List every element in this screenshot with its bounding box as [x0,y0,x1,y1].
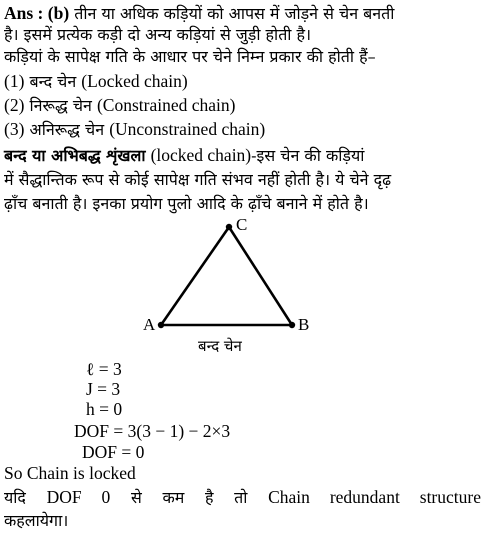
definition-text: -इस चेन की कड़ियां [251,146,365,165]
figure-caption: बन्द चेन [198,337,242,355]
list-label-hi-1: बन्द चेन [29,72,77,91]
vertex-b-label: B [298,315,310,334]
dof-result: DOF = 0 [82,442,145,462]
conclusion-if: यदि [4,488,26,507]
conclusion-redundant: Chain redundant structure [268,487,481,507]
list-label-en-3: (Unconstrained chain) [109,119,266,139]
joint-c [226,224,232,230]
higher-pairs-equation: h = 0 [86,399,123,419]
joint-b [289,322,295,328]
joint-a [158,322,164,328]
definition-line-3: ढ़ाँच बनाती है। इनका प्रयोग पुलो आदि के ढ़ाँचे बनाने में होते है। [4,194,369,213]
conclusion-locked: So Chain is locked [4,463,136,483]
answer-line-3: कड़ियां के सापेक्ष गति के आधार पर चेने निम्न प्रकार की होती हैं– [4,47,376,66]
list-label-hi-3: अनिरूद्ध चेन [29,120,105,139]
answer-text-1: तीन या अधिक कड़ियों को आपस में जोड़ने से चेन बनती [74,4,395,23]
links-equation: ℓ = 3 [86,359,122,379]
list-label-en-1: (Locked chain) [81,71,188,91]
joints-equation: J = 3 [86,379,121,399]
conclusion-less-than: से कम है तो [130,488,248,507]
list-label-en-2: (Constrained chain) [96,95,236,115]
vertex-a-label: A [143,315,156,334]
answer-line-2: है। इसमें प्रत्येक कड़ी दो अन्य कड़ियां से जुड़ी होती है। [4,25,312,44]
link-ac [161,227,229,325]
list-number-1: (1) [4,71,25,91]
list-label-hi-2: निरूद्ध चेन [29,96,92,115]
answer-prefix: Ans : (b) [4,3,70,23]
definition-term-en: (locked chain) [150,145,252,165]
definition-term: बन्द या अभिबद्ध शृंखला [4,146,146,165]
conclusion-dof: DOF 0 [46,487,111,507]
dof-equation: DOF = 3(3 − 1) − 2×3 [74,421,231,441]
vertex-c-label: C [236,215,248,234]
conclusion-line-2: कहलायेगा। [4,511,69,530]
conclusion-line-1 [4,486,481,509]
list-number-3: (3) [4,119,25,139]
link-cb [229,227,292,325]
definition-line-2: में सैद्धान्तिक रूप से कोई सापेक्ष गति संभव नहीं होती है। ये चेने दृढ़ [4,170,392,189]
list-number-2: (2) [4,95,25,115]
